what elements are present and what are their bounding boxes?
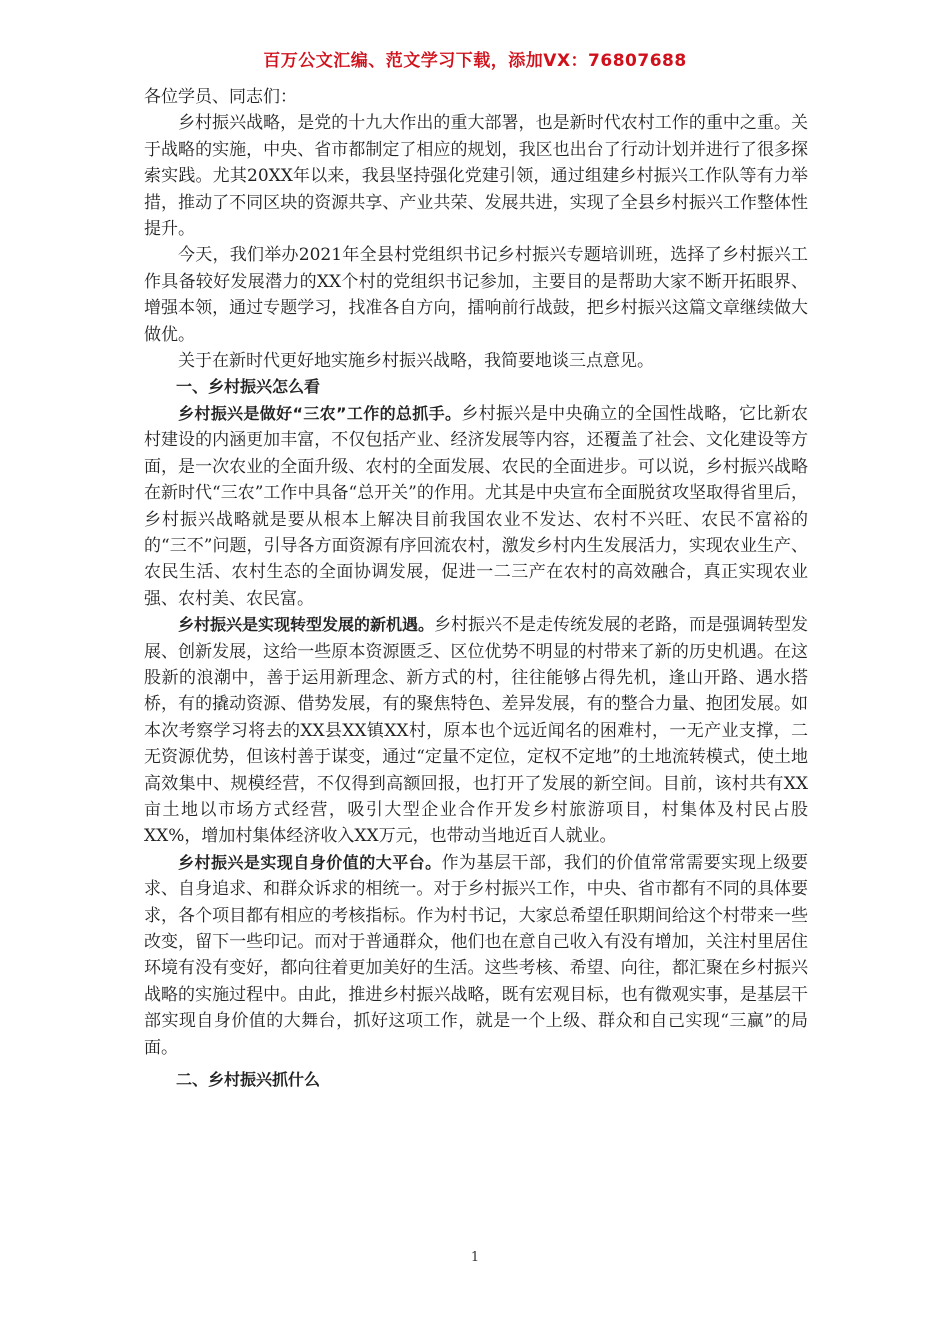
page-number: 1 [470, 1250, 480, 1265]
section-heading-1: 一、乡村振兴怎么看 [176, 377, 321, 397]
salutation: 各位学员、同志们： [144, 87, 297, 107]
point-lead: 乡村振兴是做好“三农”工作的总抓手。 [178, 403, 462, 423]
section-heading-2: 二、乡村振兴抓什么 [176, 1070, 321, 1090]
paragraph-training: 今天，我们举办2021年全县村党组织书记乡村振兴专题培训班，选择了乡村振兴工作具备较好发展潜力的XX个村的党组织书记参加，主要目的是帮助大家不断开拓眼界、增强本领，通过专题学习，找准各自方向，擂响前行战鼓，把乡村振兴这篇文章继续做大做优。 [144, 245, 808, 345]
watermark-header: 百万公文汇编、范文学习下载，添加VX：76807688 [263, 51, 687, 71]
point-body: 乡村振兴是中央确立的全国性战略，它比新农村建设的内涵更加丰富，不仅包括产业、经济发展等内容，还覆盖了社会、文化建设等方面，是一次农业的全面升级、农村的全面发展、农民的全面进步。可以说，乡村振兴战略在新时代“三农”工作中具备“总开关”的作用。尤其是中央宣布全面脱贫攻坚取得省里后，乡村振兴战略就是要从根本上解决目前我国农业不发达、农村不兴旺、农民不富裕的的“三不”问题，引导各方面资源有序回流农村，激发乡村内生发展活力，实现农业生产、农民生活、农村生态的全面协调发展，促进一二三产在农村的高效融合，真正实现农业强、农村美、农民富。 [144, 403, 808, 609]
point-lead: 乡村振兴是实现转型发展的新机遇。 [178, 615, 435, 635]
point-lead: 乡村振兴是实现自身价值的大平台。 [178, 852, 442, 872]
paragraph-outline: 关于在新时代更好地实施乡村振兴战略，我简要地谈三点意见。 [178, 351, 654, 372]
point-body: 乡村振兴不是走传统发展的老路，而是强调转型发展、创新发展，这给一些原本资源匮乏、区位优势不明显的村带来了新的历史机遇。在这股新的浪潮中，善于运用新理念、新方式的村，往往能够占得先机，逢山开路、遇水搭桥，有的撬动资源、借势发展，有的聚焦特色、差异发展，有的整合力量、抱团发展。如本次考察学习将去的XX县XX镇XX村，原本也个远近闻名的困难村，一无产业支撑，二无资源优势，但该村善于谋变，通过“定量不定位，定权不定地”的土地流转模式，使土地高效集中、规模经营，不仅得到高额回报，也打开了发展的新空间。目前，该村共有XX亩土地以市场方式经营，吸引大型企业合作开发乡村旅游项目，村集体及村民占股XX%，增加村集体经济收入XX万元，也带动当地近百人就业。 [144, 615, 809, 847]
point-paragraph [144, 850, 808, 1061]
point-paragraph [144, 401, 808, 612]
document-body [144, 84, 808, 1093]
point-paragraph [144, 612, 808, 850]
paragraph-intro: 乡村振兴战略，是党的十九大作出的重大部署，也是新时代农村工作的重中之重。关于战略的实施，中央、省市都制定了相应的规划，我区也出台了行动计划并进行了很多探索实践。尤其20XX年以来，我县坚持强化党建引领，通过组建乡村振兴工作队等有力举措，推动了不同区块的资源共享、产业共荣、发展共进，实现了全县乡村振兴工作整体性提升。 [144, 113, 808, 240]
point-body: 作为基层干部，我们的价值常常需要实现上级要求、自身追求、和群众诉求的相统一。对于乡村振兴工作，中央、省市都有不同的具体要求，各个项目都有相应的考核指标。作为村书记，大家总希望任职期间给这个村带来一些改变，留下一些印记。而对于普通群众，他们也在意自己收入有没有增加，关注村里居住环境有没有变好，都向往着更加美好的生活。这些考核、希望、向往，都汇聚在乡村振兴战略的实施过程中。由此，推进乡村振兴战略，既有宏观目标，也有微观实事，是基层干部实现自身价值的大舞台，抓好这项工作，就是一个上级、群众和自己实现“三赢”的局面。 [144, 852, 808, 1058]
